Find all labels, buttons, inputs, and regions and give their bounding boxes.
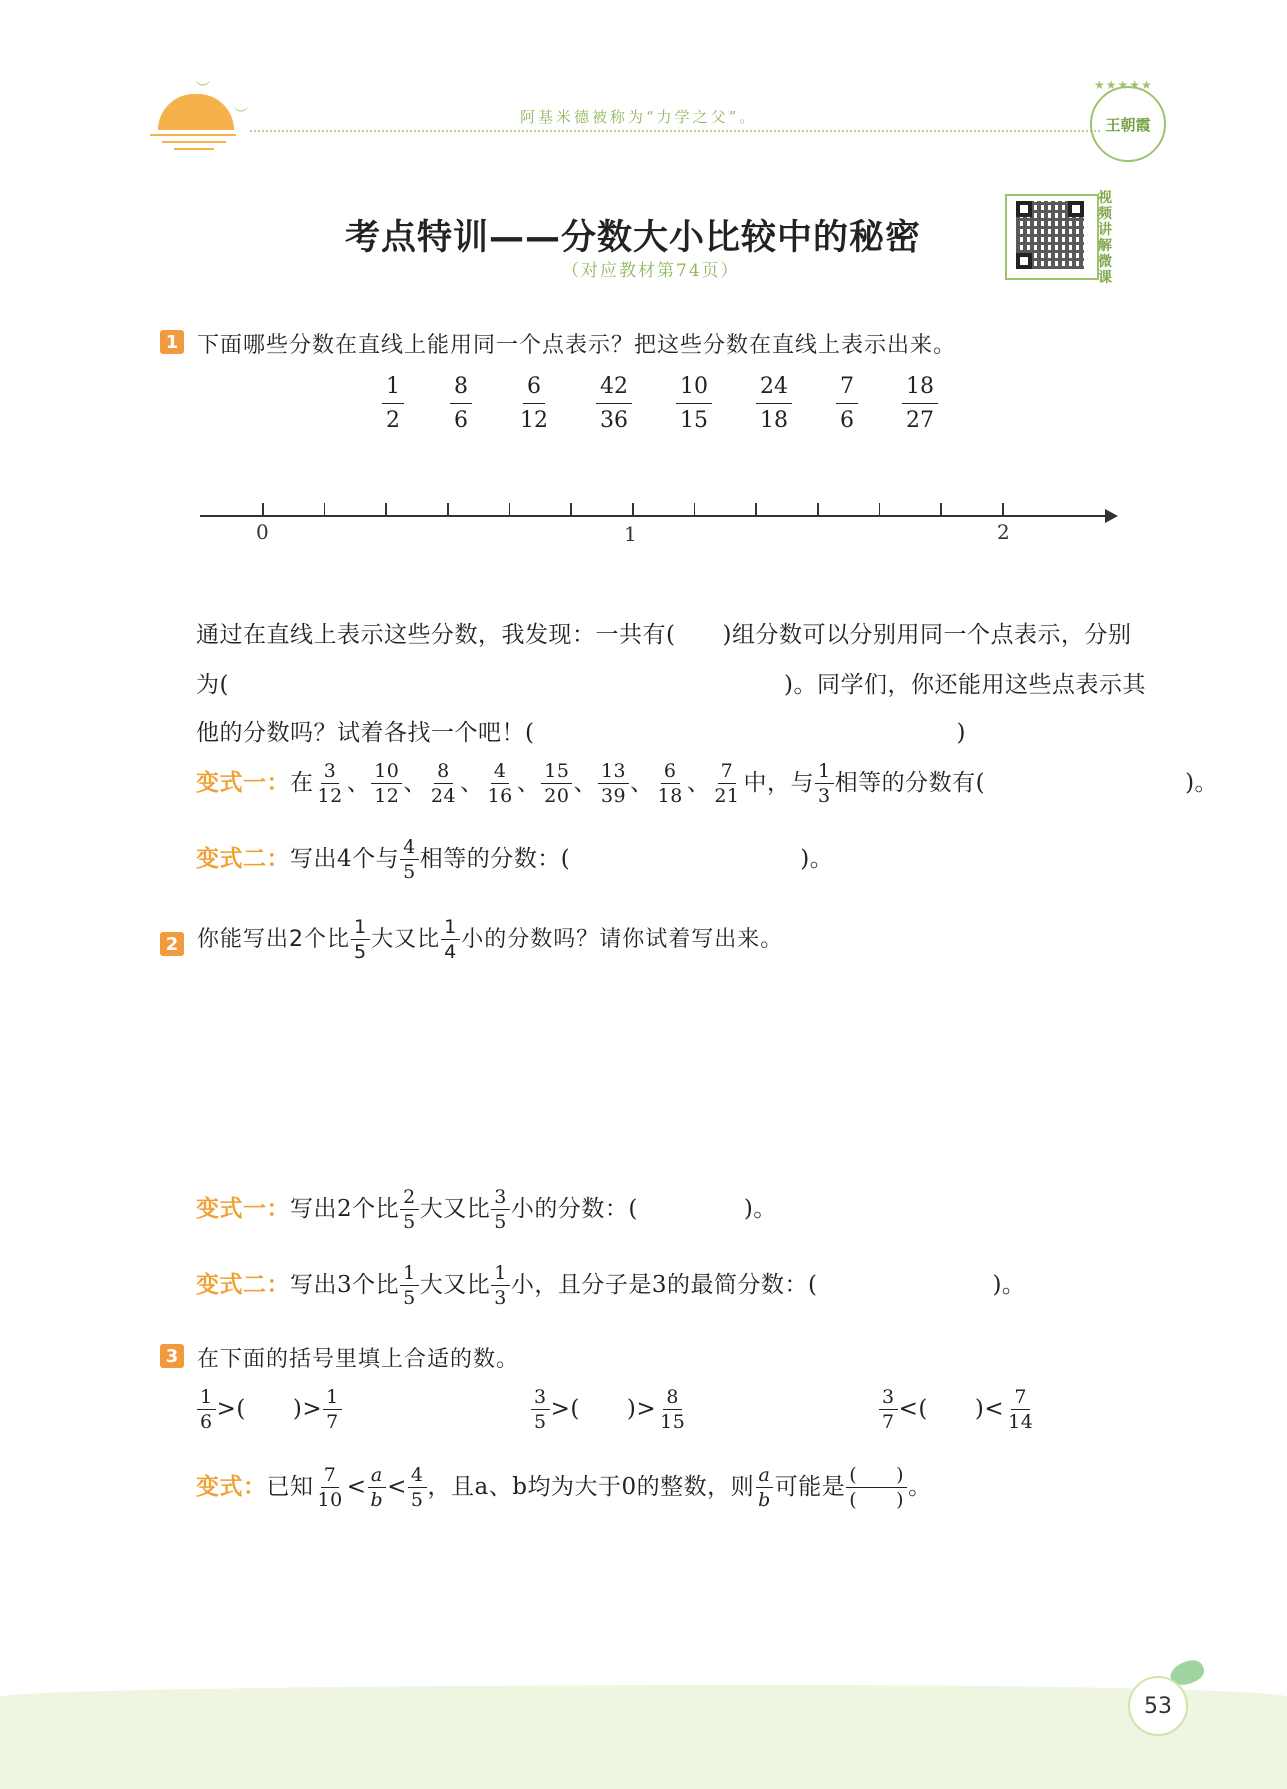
number-line-tick	[262, 503, 264, 516]
qr-corner	[1016, 201, 1032, 217]
number-line-tick	[940, 503, 942, 516]
page-subtitle: （对应教材第74页）	[562, 261, 740, 281]
variant-label: 变式二：	[196, 846, 290, 872]
fraction: $\frac{1}{6}$	[197, 1388, 216, 1432]
number-line-tick	[817, 503, 819, 516]
question-3-text: 在下面的括号里填上合适的数。	[197, 1347, 520, 1372]
qr-corner	[1068, 201, 1084, 217]
fraction: $\frac{1}{7}$	[323, 1388, 342, 1432]
inequality-item	[530, 1388, 689, 1432]
variant-text: 已知	[266, 1474, 314, 1500]
number-line-tick	[632, 503, 634, 516]
variant-text: 大又比	[419, 1272, 491, 1298]
paragraph-line	[196, 666, 1146, 699]
variant-text: ，且a、b均为大于0的整数，则	[427, 1474, 755, 1500]
separator: 、	[460, 770, 484, 796]
fraction: $\frac{1}{5}$	[400, 1264, 419, 1308]
variant-line	[196, 1188, 777, 1232]
fraction: $\frac{24}{18}$	[756, 376, 792, 432]
fraction: $\frac{1}{3}$	[491, 1264, 510, 1308]
variant-line	[196, 762, 1218, 806]
variant-text: )。	[800, 846, 834, 872]
operator: <	[387, 1474, 407, 1500]
fraction: $\frac{1}{5}$	[351, 918, 370, 962]
number-line-tick	[1002, 503, 1004, 516]
page-number-text: 53	[1144, 1693, 1172, 1719]
fraction: $\frac{7}{6}$	[836, 376, 858, 432]
variant-text: )。	[743, 1196, 777, 1222]
question-text: 大又比	[371, 927, 441, 952]
variant-text: 写出4个与	[290, 846, 400, 872]
number-line-tick	[324, 503, 326, 516]
header-quote: 阿基米德被称为“力学之父”。	[520, 108, 758, 126]
inequality-item	[196, 1388, 343, 1432]
separator: 、	[686, 770, 711, 796]
number-line-tick	[447, 503, 449, 516]
number-line-tick	[509, 503, 511, 516]
variant-text: 写出2个比	[290, 1196, 400, 1222]
bird-icon: ︶	[196, 81, 210, 97]
qr-label: 视频讲解微课	[1098, 190, 1112, 286]
variant-text: 可能是	[774, 1474, 846, 1500]
fraction: $\frac{1}{4}$	[441, 918, 460, 962]
variant-line	[196, 838, 833, 882]
number-line-tick	[755, 503, 757, 516]
fraction: $\frac{18}{27}$	[902, 376, 938, 432]
question-number: 2	[160, 932, 184, 956]
variant-label: 变式一：	[196, 770, 290, 796]
variant-text: 在	[290, 770, 314, 796]
fraction: $\frac{a}{b}$	[755, 1466, 774, 1510]
fraction: $\frac{3}{12}$	[317, 760, 343, 807]
operator: >	[302, 1396, 323, 1422]
variant-text: 中，与	[743, 770, 814, 796]
fraction: $\frac{7}{14}$	[1008, 1386, 1034, 1433]
variant-text: 小的分数：(	[510, 1196, 638, 1222]
fraction: $\frac{4}{5}$	[408, 1466, 427, 1510]
page-number	[1128, 1676, 1188, 1736]
paragraph-line: 通过在直线上表示这些分数，我发现：一共有( )组分数可以分别用同一个点表示，分别	[196, 622, 1132, 648]
answer-fraction[interactable]: $\frac{( )}{( )}$	[846, 1466, 907, 1510]
variant-text: 小，且分子是3的最简分数：(	[510, 1272, 818, 1298]
variant-text: 。	[908, 1474, 932, 1500]
fraction: $\frac{3}{5}$	[531, 1388, 550, 1432]
operator: <	[346, 1474, 367, 1500]
variant-label: 变式：	[196, 1474, 267, 1500]
fraction: $\frac{10}{12}$	[371, 762, 402, 806]
fraction: $\frac{8}{6}$	[450, 376, 472, 432]
variant-text: 相等的分数：(	[419, 846, 571, 872]
fraction: $\frac{6}{18}$	[657, 760, 683, 807]
inequality-item	[878, 1388, 1037, 1432]
separator: 、	[346, 770, 371, 796]
fraction: $\frac{7}{10}$	[317, 1464, 343, 1511]
sun-reflection-line	[162, 141, 226, 143]
fraction: $\frac{8}{24}$	[430, 760, 457, 807]
question-number: 3	[160, 1344, 184, 1368]
number-line-tick	[694, 503, 696, 516]
operator: <	[898, 1396, 919, 1422]
bird-icon: ︶	[234, 107, 248, 123]
variant-line	[196, 1264, 1025, 1308]
question-2-text	[197, 918, 783, 962]
variant-text: )。	[1185, 770, 1219, 796]
paragraph-line	[196, 714, 966, 747]
fraction: $\frac{1}{2}$	[382, 376, 404, 432]
fraction: $\frac{4}{16}$	[487, 760, 513, 807]
number-line	[200, 515, 1110, 517]
fraction: $\frac{3}{7}$	[879, 1388, 898, 1432]
fraction: $\frac{4}{5}$	[400, 838, 419, 882]
operator: >	[216, 1396, 237, 1422]
paragraph-text: 他的分数吗？试着各找一个吧！(	[196, 720, 535, 746]
separator: 、	[573, 770, 597, 796]
question-text: 你能写出2个比	[197, 927, 350, 952]
separator: 、	[516, 770, 541, 796]
fraction: $\frac{2}{5}$	[400, 1188, 419, 1232]
logo-text: 王朝霞	[1105, 115, 1151, 134]
variant-text: )。	[992, 1272, 1026, 1298]
answer-blank[interactable]: ( )	[918, 1396, 985, 1422]
variant-line	[196, 1466, 932, 1510]
separator: 、	[630, 770, 654, 796]
operator: <	[984, 1396, 1005, 1422]
axis-label-0: 0	[256, 520, 269, 544]
fraction: $\frac{15}{20}$	[541, 762, 572, 806]
publisher-logo	[1090, 86, 1166, 162]
variant-text: 写出3个比	[290, 1272, 400, 1298]
fraction: $\frac{10}{15}$	[676, 376, 712, 432]
operator: >	[636, 1396, 657, 1422]
fraction: $\frac{13}{39}$	[598, 762, 629, 806]
header-divider	[250, 130, 1100, 132]
answer-blank[interactable]: ( )	[570, 1396, 637, 1422]
fraction: $\frac{7}{21}$	[714, 760, 740, 807]
variant-text: 大又比	[419, 1196, 491, 1222]
fraction: $\frac{42}{36}$	[596, 376, 632, 432]
fraction: $\frac{1}{3}$	[815, 762, 834, 806]
sun-reflection-line	[174, 148, 214, 150]
page-title: 考点特训——分数大小比较中的秘密	[345, 218, 922, 258]
question-text: 小的分数吗？请你试着写出来。	[461, 927, 784, 952]
variant-label: 变式二：	[196, 1272, 290, 1298]
number-line-tick	[879, 503, 881, 516]
axis-label-1: 1	[624, 522, 637, 546]
operator: >	[550, 1396, 571, 1422]
footer-band	[0, 1685, 1287, 1789]
paragraph-text: 为(	[196, 672, 229, 698]
fraction: $\frac{6}{12}$	[520, 374, 548, 433]
paragraph-text: )。同学们，你还能用这些点表示其	[783, 672, 1146, 698]
qr-corner	[1016, 253, 1032, 269]
number-line-arrow	[1105, 509, 1118, 523]
variant-label: 变式一：	[196, 1196, 290, 1222]
number-line-tick	[385, 503, 387, 516]
paragraph-text: )	[956, 720, 966, 746]
stars-icon: ★★★★★	[1094, 78, 1153, 92]
variant-text: 相等的分数有(	[834, 770, 986, 796]
sun-illustration	[158, 94, 234, 130]
sun-reflection-line	[150, 134, 236, 136]
fraction: $\frac{a}{b}$	[367, 1466, 386, 1510]
fraction: $\frac{8}{15}$	[660, 1386, 686, 1433]
answer-blank[interactable]: ( )	[236, 1396, 303, 1422]
axis-label-2: 2	[997, 520, 1010, 544]
separator: 、	[403, 770, 427, 796]
fraction: $\frac{3}{5}$	[491, 1188, 510, 1232]
number-line-tick	[570, 503, 572, 516]
question-number: 1	[160, 330, 184, 354]
question-1-text: 下面哪些分数在直线上能用同一个点表示？把这些分数在直线上表示出来。	[197, 333, 957, 358]
